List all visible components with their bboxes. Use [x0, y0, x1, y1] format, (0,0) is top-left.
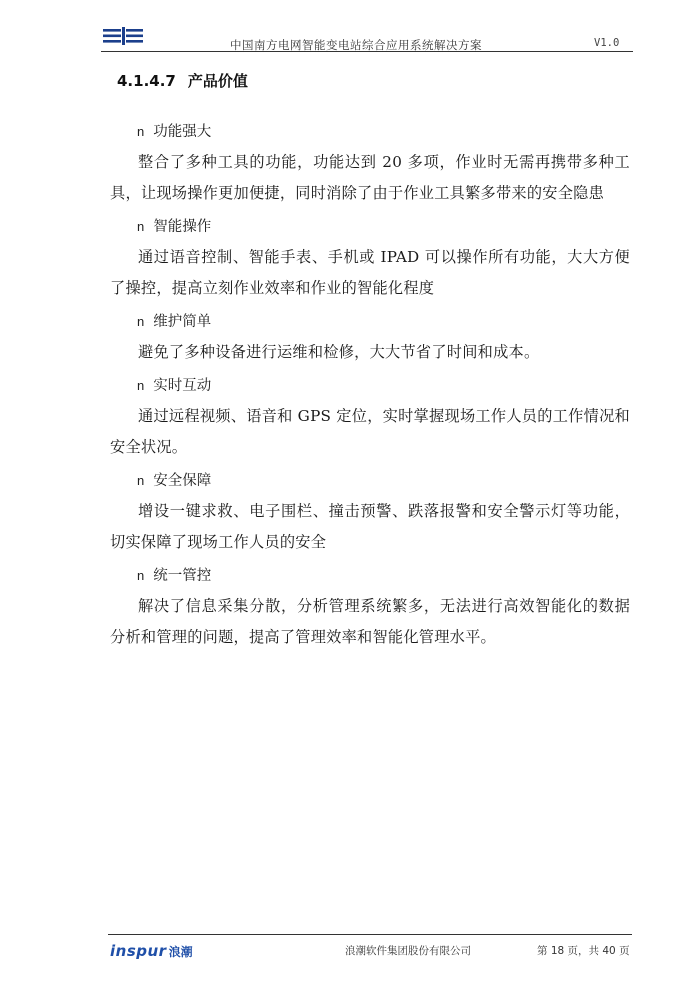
bullet-icon: n	[137, 568, 145, 583]
footer-divider	[108, 934, 632, 935]
item-body: 增设一键求救、电子围栏、撞击预警、跌落报警和安全警示灯等功能，切实保障了现场工作人员的安全	[110, 502, 630, 551]
footer-company: 浪潮软件集团股份有限公司	[345, 945, 471, 957]
item-heading-text: 安全保障	[153, 473, 212, 489]
item-body: 整合了多种工具的功能，功能达到 20 多项，作业时无需再携带多种工具，让现场操作更加便捷，同时消除了由于作业工具繁多带来的安全隐患	[110, 153, 630, 202]
item-heading-text: 统一管控	[153, 568, 212, 584]
value-item	[110, 117, 630, 209]
item-heading-text: 功能强大	[153, 124, 212, 140]
item-heading-text: 维护简单	[153, 314, 212, 330]
section-number: 4.1.4.7	[117, 72, 176, 90]
page-number: 第 18 页，共 40 页	[537, 945, 630, 957]
header-version: V1.0	[594, 37, 620, 49]
bullet-icon: n	[137, 124, 145, 139]
value-item	[110, 466, 630, 558]
item-heading	[110, 466, 630, 496]
item-heading	[110, 371, 630, 401]
inspur-logo	[110, 941, 193, 959]
item-heading	[110, 307, 630, 337]
section-heading	[117, 70, 248, 91]
item-heading	[110, 212, 630, 242]
section-title: 产品价值	[187, 72, 248, 90]
bullet-icon: n	[137, 219, 145, 234]
item-body: 避免了多种设备进行运维和检修，大大节省了时间和成本。	[138, 343, 540, 361]
item-body: 解决了信息采集分散，分析管理系统繁多，无法进行高效智能化的数据分析和管理的问题，提高了管理效率和智能化管理水平。	[110, 597, 630, 646]
value-item	[110, 561, 630, 653]
item-body: 通过远程视频、语音和 GPS 定位，实时掌握现场工作人员的工作情况和安全状况。	[110, 407, 630, 456]
bullet-icon: n	[137, 473, 145, 488]
value-item	[110, 371, 630, 463]
item-body: 通过语音控制、智能手表、手机或 IPAD 可以操作所有功能，大大方便了操控，提高立刻作业效率和作业的智能化程度	[110, 248, 630, 297]
value-item	[110, 212, 630, 304]
bullet-icon: n	[137, 378, 145, 393]
content-body	[110, 117, 630, 656]
item-heading-text: 智能操作	[153, 219, 212, 235]
bullet-icon: n	[137, 314, 145, 329]
value-item	[110, 307, 630, 368]
csg-logo-icon	[103, 27, 145, 45]
header-title: 中国南方电网智能变电站综合应用系统解决方案	[230, 38, 482, 52]
item-heading	[110, 561, 630, 591]
item-heading-text: 实时互动	[153, 378, 212, 394]
inspur-logo-text: inspur	[110, 942, 167, 960]
item-heading	[110, 117, 630, 147]
page-header	[0, 0, 700, 52]
inspur-logo-cn: 浪潮	[168, 945, 193, 959]
header-divider	[101, 51, 633, 52]
